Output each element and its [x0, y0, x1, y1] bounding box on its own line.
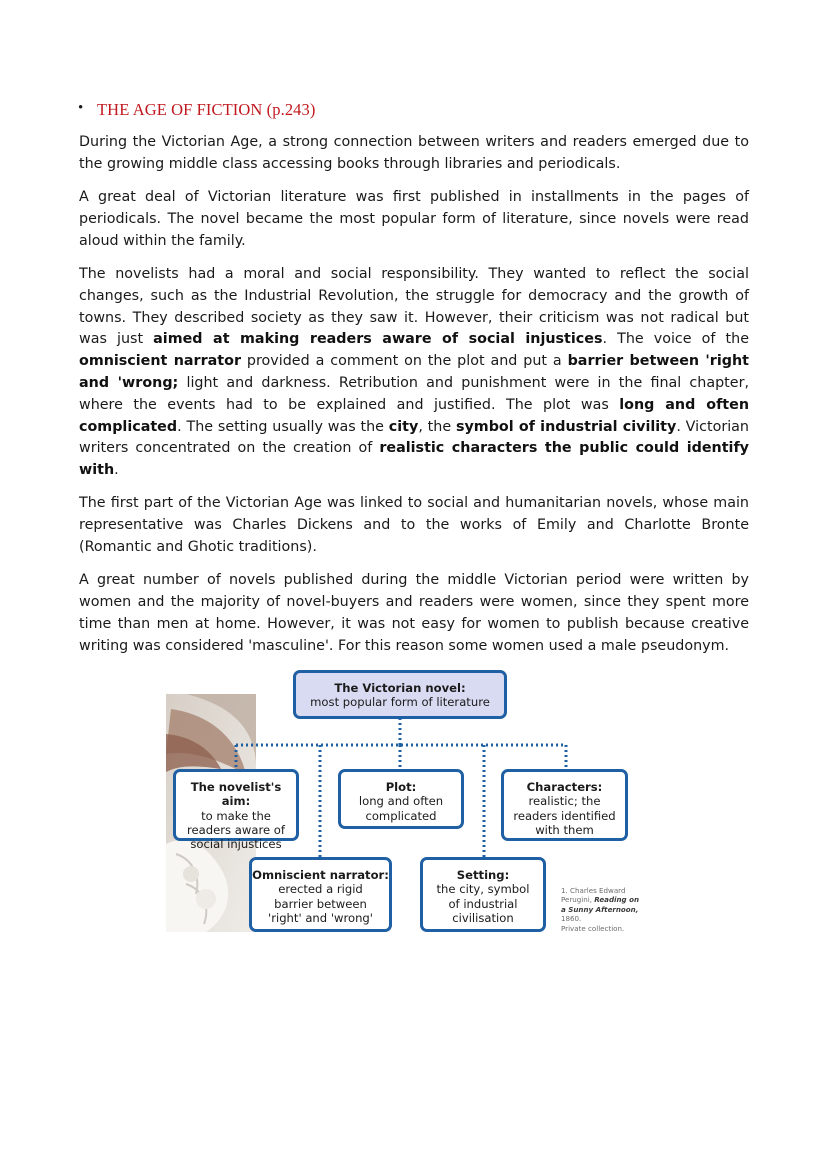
- emphasis: long and often complicated: [79, 396, 749, 435]
- paragraph-4: The first part of the Victorian Age was linked to social and humanitarian novels, whose main representative was Charles Dickens and to the works of Emily and Charlotte Bronte (Romantic and Ghotic traditions).: [79, 495, 749, 556]
- emphasis: barrier between 'right and 'wrong;: [79, 353, 749, 391]
- image-caption: 1. Charles Edward Perugini, Reading on a Sunny Afternoon, 1860. Private collection.: [561, 886, 640, 933]
- bullet-icon: •: [78, 100, 84, 116]
- emphasis: aimed at making readers aware of social injustices: [153, 331, 603, 348]
- section-title: THE AGE OF FICTION (p.243): [97, 100, 316, 119]
- paragraph-5: A great number of novels published during the middle Victorian period were written by women and the majority of novel-buyers and readers were women, since they spent more time than men at home. However, it was not easy for women to publish because creative writing was considered 'masculine'. For this reason some women used a male pseudonym.: [79, 572, 749, 654]
- paragraph-2: A great deal of Victorian literature was first published in installments in the pages of periodicals. The novel became the most popular form of literature, since novels were read aloud within the family.: [79, 189, 749, 249]
- emphasis: realistic characters the public could identify with: [79, 440, 749, 479]
- diagram-box-setting: Setting: the city, symbol of industrial civilisation: [420, 857, 546, 932]
- emphasis: city: [388, 418, 419, 435]
- diagram-box-characters: Characters: realistic; the readers identified with them: [501, 769, 628, 841]
- diagram-box-plot: Plot: long and often complicated: [338, 769, 464, 829]
- diagram-box-main: The Victorian novel: most popular form of literature: [293, 670, 507, 719]
- diagram-box-narrator: Omniscient narrator: erected a rigid barrier between 'right' and 'wrong': [249, 857, 392, 932]
- paragraph-1: During the Victorian Age, a strong connection between writers and readers emerged due to the growing middle class accessing books through libraries and periodicals.: [79, 134, 749, 172]
- emphasis: omniscient narrator: [79, 353, 242, 370]
- diagram-box-aim: The novelist's aim: to make the readers aware of social injustices: [173, 769, 299, 841]
- emphasis: symbol of industrial civility: [455, 418, 677, 435]
- body-text: [79, 132, 749, 669]
- paragraph-3: The novelists had a moral and social responsibility. They wanted to reflect the social changes, such as the Industrial Revolution, the struggle for democracy and the growth of towns. They described society as they saw it. However, their criticism was not radical but was just aimed at making readers aware of social injustices. The voice of the omniscient narrator provided a comment on the plot and put a barrier between 'right and 'wrong; light and darkness. Retribution and punishment were in the final chapter, where the events had to be explained and justified. The plot was long and often complicated. The setting usually was the city, the symbol of industrial civility. Victorian writers concentrated on the creation of realistic characters the public could identify with.: [79, 265, 750, 479]
- section-heading: [78, 100, 316, 120]
